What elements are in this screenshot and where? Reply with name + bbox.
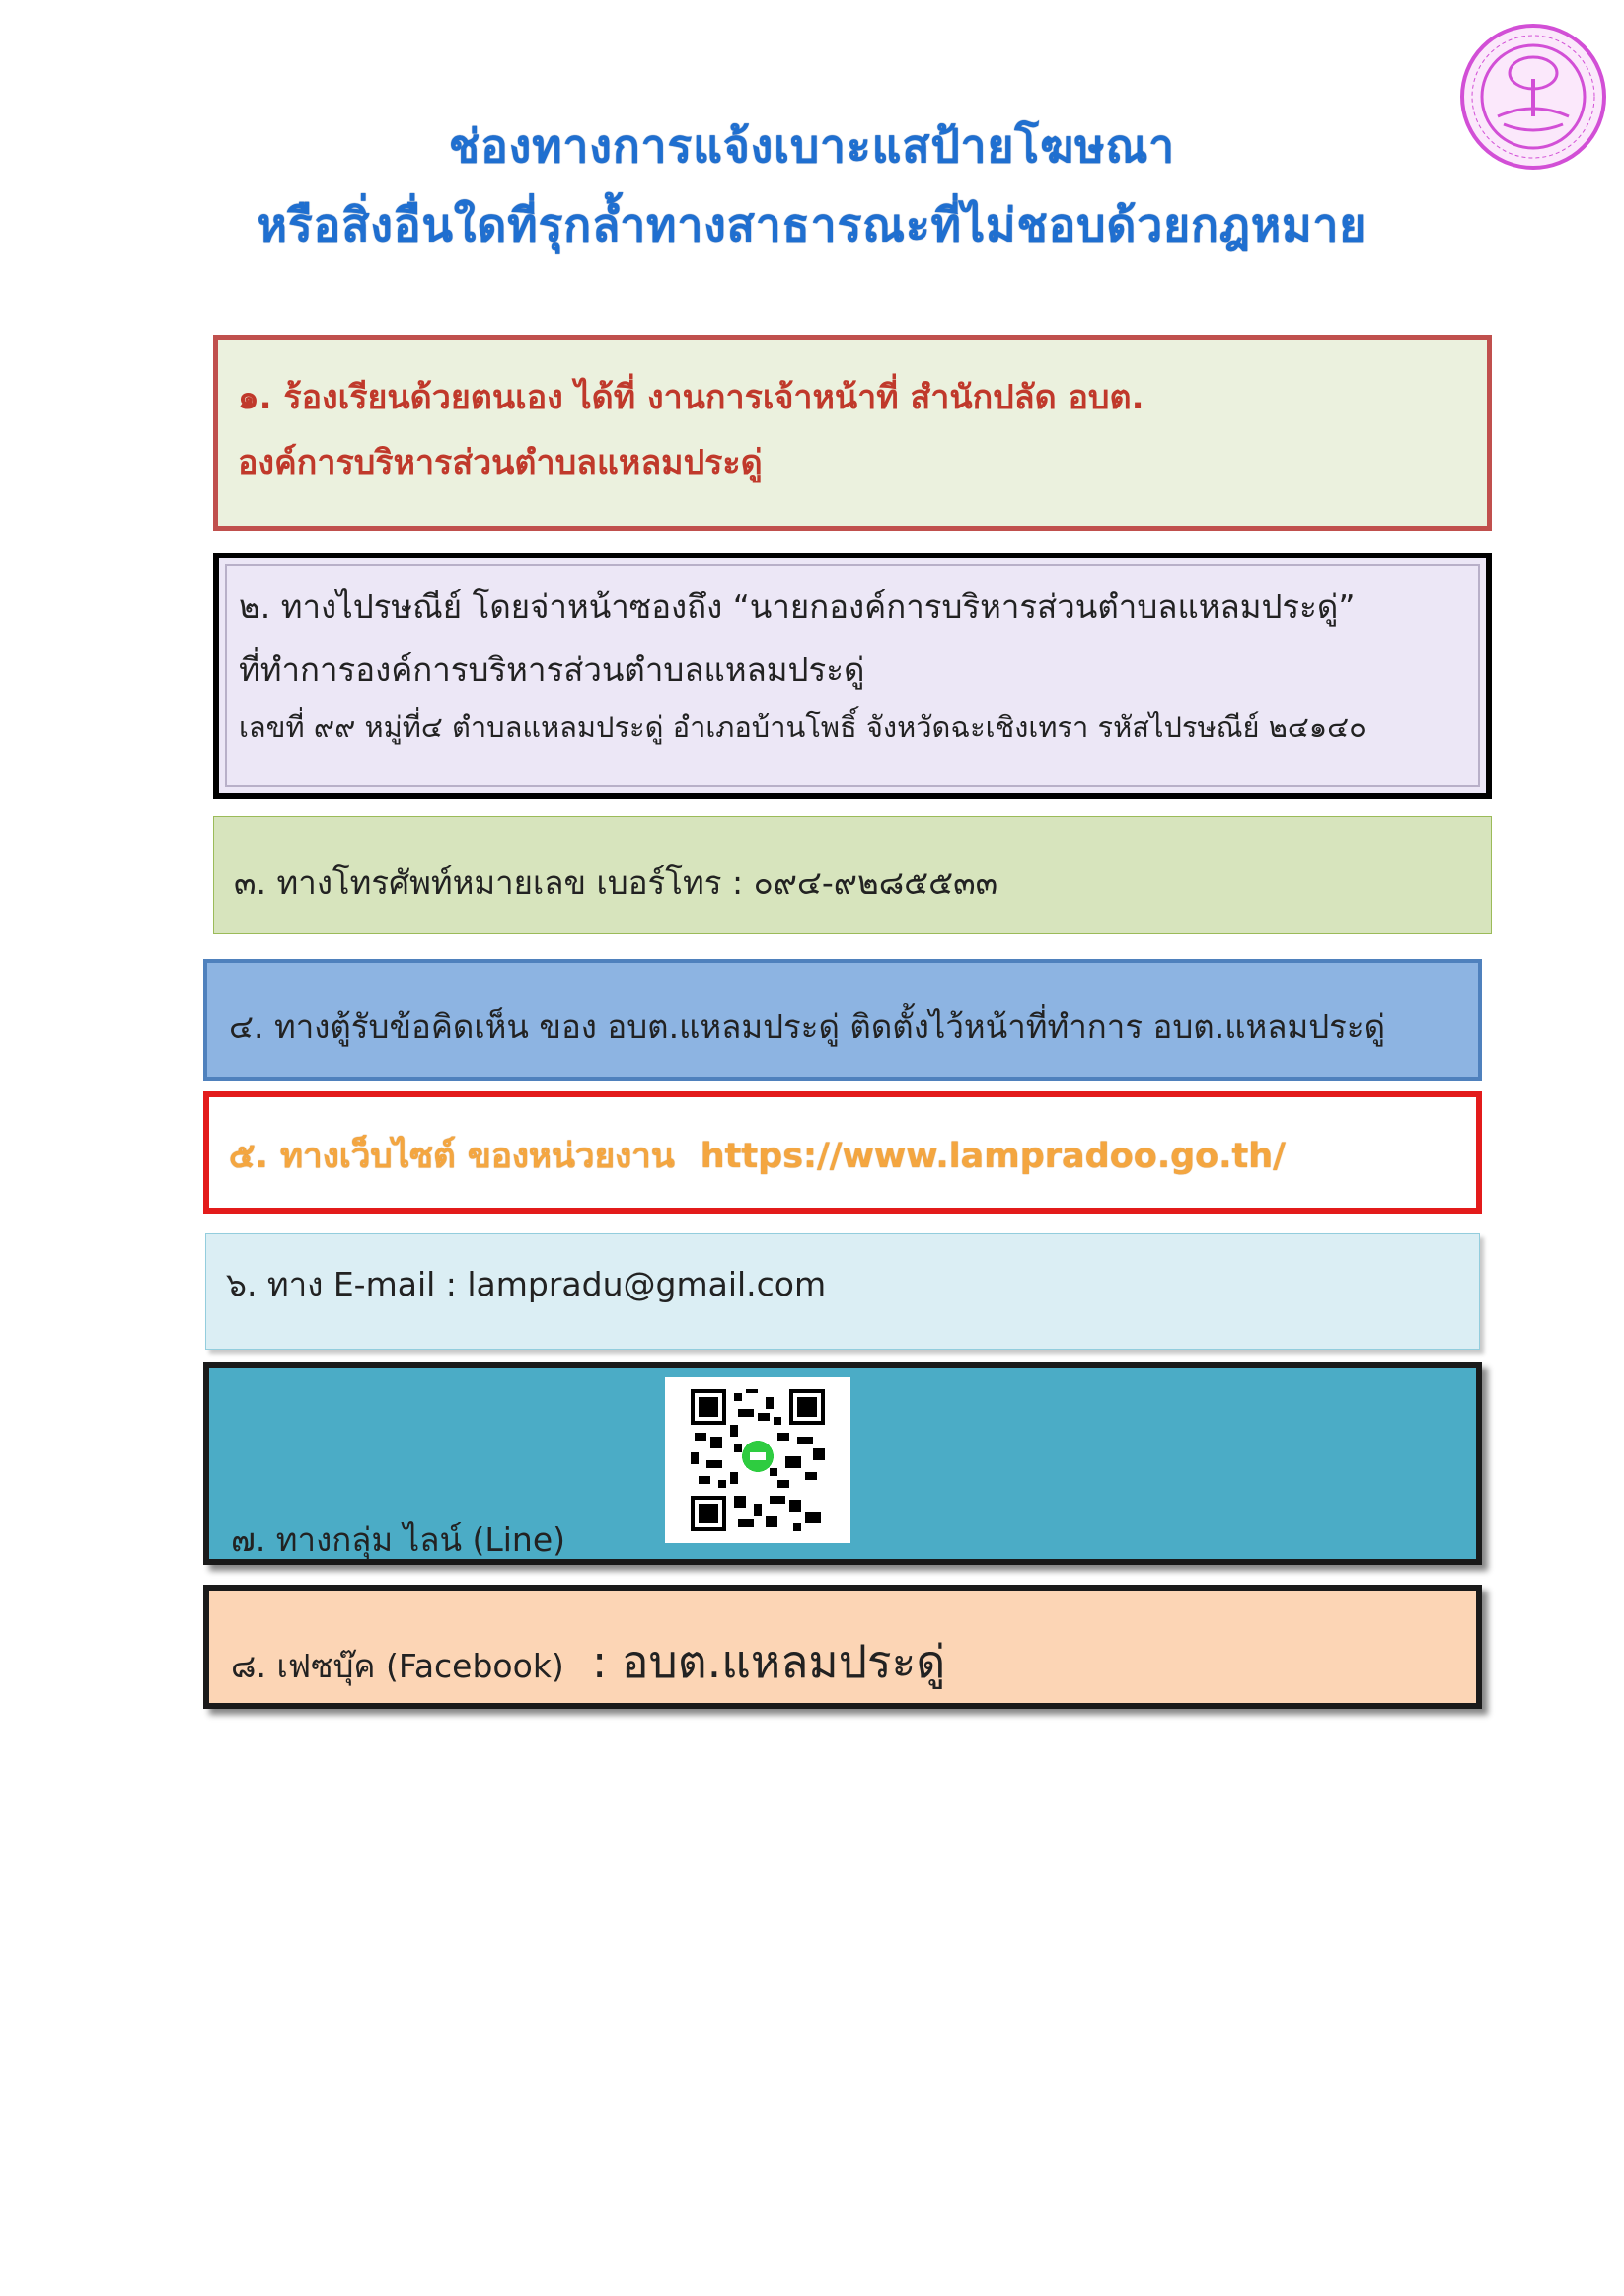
channel-website-label: ๕. ทางเว็บไซต์ ของหน่วยงาน xyxy=(229,1137,675,1176)
channel-suggestion-text: ๔. ทางตู้รับข้อคิดเห็น ของ อบต.แหลมประดู่ ติดตั้งไว้หน้าที่ทำการ อบต.แหลมประดู่ xyxy=(229,1007,1386,1046)
page-title-line1: ช่องทางการแจ้งเบาะแสป้ายโฆษณา xyxy=(448,119,1176,173)
channel-facebook-name[interactable]: : อบต.แหลมประดู่ xyxy=(591,1635,946,1688)
channel-walkin-line2: องค์การบริหารส่วนตำบลแหลมประดู่ xyxy=(238,443,763,482)
channel-facebook-label: ๘. เฟซบุ๊ค (Facebook) xyxy=(231,1647,564,1685)
line-qr-code-icon[interactable] xyxy=(665,1377,850,1543)
channel-line-text: ๗. ทางกลุ่ม ไลน์ (Line) xyxy=(231,1520,566,1559)
channel-website-box xyxy=(203,1091,1482,1214)
channel-line-box xyxy=(203,1362,1482,1565)
channel-website-link[interactable]: https://www.lampradoo.go.th/ xyxy=(700,1137,1286,1176)
page-title-line2: หรือสิ่งอื่นใดที่รุกล้ำทางสาธารณะที่ไม่ชอบด้วยกฎหมาย xyxy=(257,198,1367,252)
channel-phone-text: ๓. ทางโทรศัพท์หมายเลข เบอร์โทร : ๐๙๔-๙๒๘๕๕๓๓ xyxy=(234,863,998,902)
channel-email-text[interactable]: ๖. ทาง E-mail : lampradu@gmail.com xyxy=(226,1265,827,1303)
channel-facebook-box xyxy=(203,1585,1482,1709)
channel-walkin-box xyxy=(213,335,1492,531)
channel-email-box xyxy=(205,1233,1480,1350)
channel-post-line1: ๒. ทางไปรษณีย์ โดยจ่าหน้าซองถึง “นายกองค์การบริหารส่วนตำบลแหลมประดู่” xyxy=(239,587,1356,626)
channel-suggestion-box xyxy=(203,959,1482,1081)
channel-post-box xyxy=(213,553,1492,799)
channel-post-line2: ที่ทำการองค์การบริหารส่วนตำบลแหลมประดู่ xyxy=(239,650,865,689)
channel-phone-box xyxy=(213,816,1492,934)
channel-post-address: เลขที่ ๙๙ หมู่ที่๔ ตำบลแหลมประดู่ อำเภอบ้านโพธิ์ จังหวัดฉะเชิงเทรา รหัสไปรษณีย์ ๒๔๑๔๐ xyxy=(239,710,1366,744)
channel-walkin-line1: ๑. ร้องเรียนด้วยตนเอง ได้ที่ งานการเจ้าหน้าที่ สำนักปลัด อบต. xyxy=(238,378,1144,417)
